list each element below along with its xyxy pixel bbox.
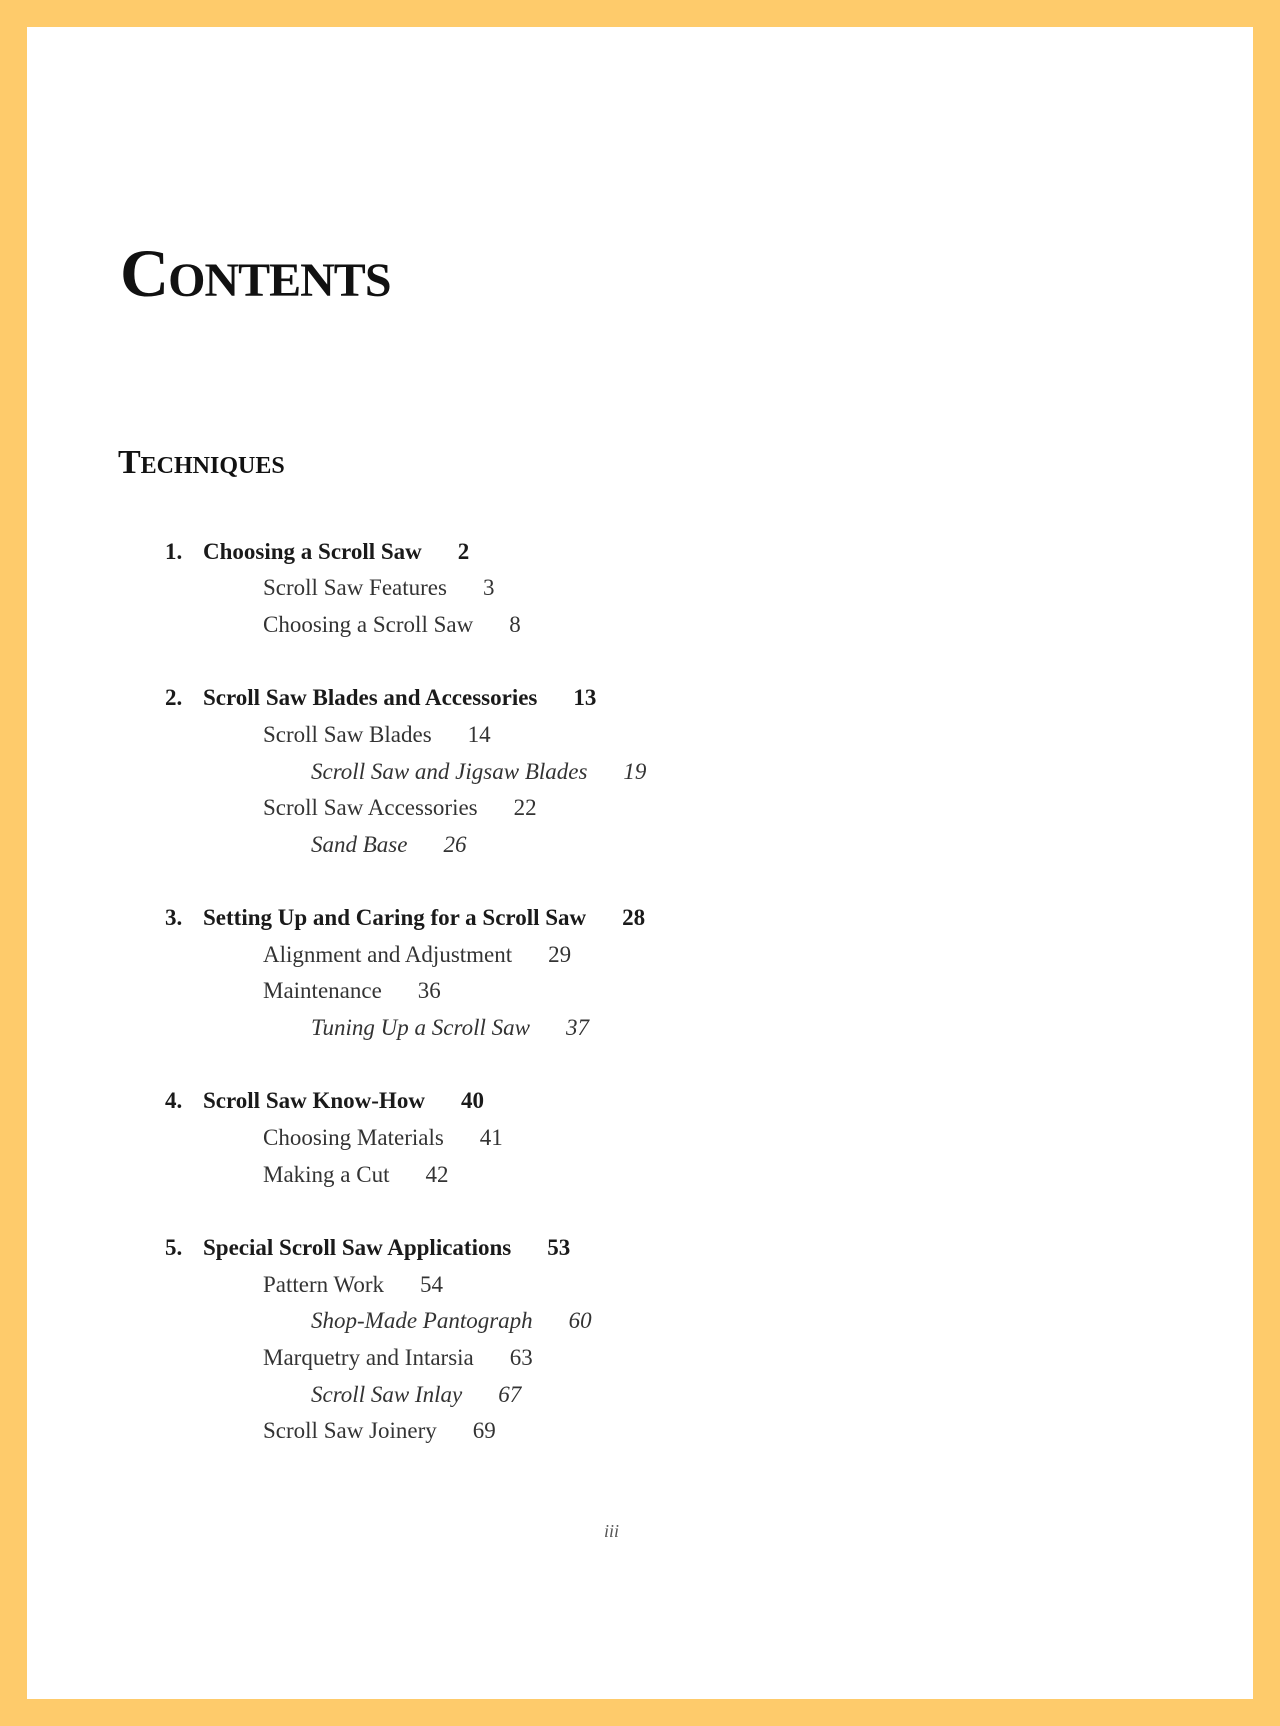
chapter-number: 3. [165,905,183,930]
chapter-number: 5. [165,1235,183,1260]
page-number: 41 [479,1125,503,1150]
section-title: Techniques [118,444,285,481]
item-title: Alignment and Adjustment [263,942,513,967]
item-title: Choosing a Scroll Saw [263,612,474,637]
chapter-title: Special Scroll Saw Applications [203,1235,512,1260]
toc-item[interactable] [263,1346,533,1369]
item-title: Making a Cut [263,1162,390,1187]
page-number: 63 [509,1345,533,1370]
chapter-number: 4. [165,1088,183,1113]
page-number: 60 [568,1308,592,1333]
toc-subitem[interactable] [311,1016,589,1039]
book-page [27,27,1253,1699]
item-title: Scroll Saw Inlay [311,1382,463,1407]
toc-subitem[interactable] [311,1383,521,1406]
toc-subitem[interactable] [311,1309,592,1332]
item-title: Scroll Saw Joinery [263,1418,437,1443]
page-number: 42 [425,1162,449,1187]
page-title: Contents [120,235,391,311]
page-number: 36 [417,978,441,1003]
item-title: Tuning Up a Scroll Saw [311,1015,530,1040]
page-number: 14 [467,722,491,747]
page-number: 22 [513,795,537,820]
page-number: 37 [565,1015,589,1040]
item-title: Scroll Saw and Jigsaw Blades [311,759,588,784]
item-title: Scroll Saw Accessories [263,795,478,820]
toc-chapter-2[interactable] [165,686,596,709]
toc-item[interactable] [263,723,491,746]
page-number: 29 [548,942,572,967]
item-title: Sand Base [311,832,408,857]
page-number: 40 [460,1088,484,1113]
toc-chapter-5[interactable] [165,1236,570,1259]
toc-item[interactable] [263,796,537,819]
item-title: Scroll Saw Features [263,575,447,600]
toc-item[interactable] [263,613,521,636]
chapter-title: Setting Up and Caring for a Scroll Saw [203,905,587,930]
toc-item[interactable] [263,979,441,1002]
chapter-number: 1. [165,539,183,564]
page-number: 2 [457,539,470,564]
toc-chapter-4[interactable] [165,1089,484,1112]
chapter-title: Choosing a Scroll Saw [203,539,422,564]
chapter-title: Scroll Saw Blades and Accessories [203,685,538,710]
item-title: Shop-Made Pantograph [311,1308,533,1333]
page-number: 26 [443,832,467,857]
toc-subitem[interactable] [311,760,646,783]
item-title: Pattern Work [263,1272,385,1297]
page-number: 53 [547,1235,571,1260]
toc-item[interactable] [263,576,494,599]
page-number: 28 [622,905,646,930]
page-number: 3 [482,575,495,600]
item-title: Scroll Saw Blades [263,722,432,747]
item-title: Marquetry and Intarsia [263,1345,474,1370]
page-folio: iii [604,1521,620,1541]
toc-item[interactable] [263,1126,503,1149]
page-number: 19 [623,759,647,784]
item-title: Maintenance [263,978,382,1003]
chapter-number: 2. [165,685,183,710]
toc-item[interactable] [263,1273,443,1296]
page-number: 54 [420,1272,444,1297]
toc-subitem[interactable] [311,833,466,856]
page-number: 67 [498,1382,522,1407]
item-title: Choosing Materials [263,1125,444,1150]
toc-item[interactable] [263,1163,449,1186]
toc-item[interactable] [263,943,571,966]
toc-chapter-3[interactable] [165,906,645,929]
page-number: 8 [509,612,521,637]
toc-chapter-1[interactable] [165,540,469,563]
chapter-title: Scroll Saw Know-How [203,1088,425,1113]
toc-item[interactable] [263,1419,496,1442]
page-number: 69 [472,1418,496,1443]
page-number: 13 [573,685,597,710]
